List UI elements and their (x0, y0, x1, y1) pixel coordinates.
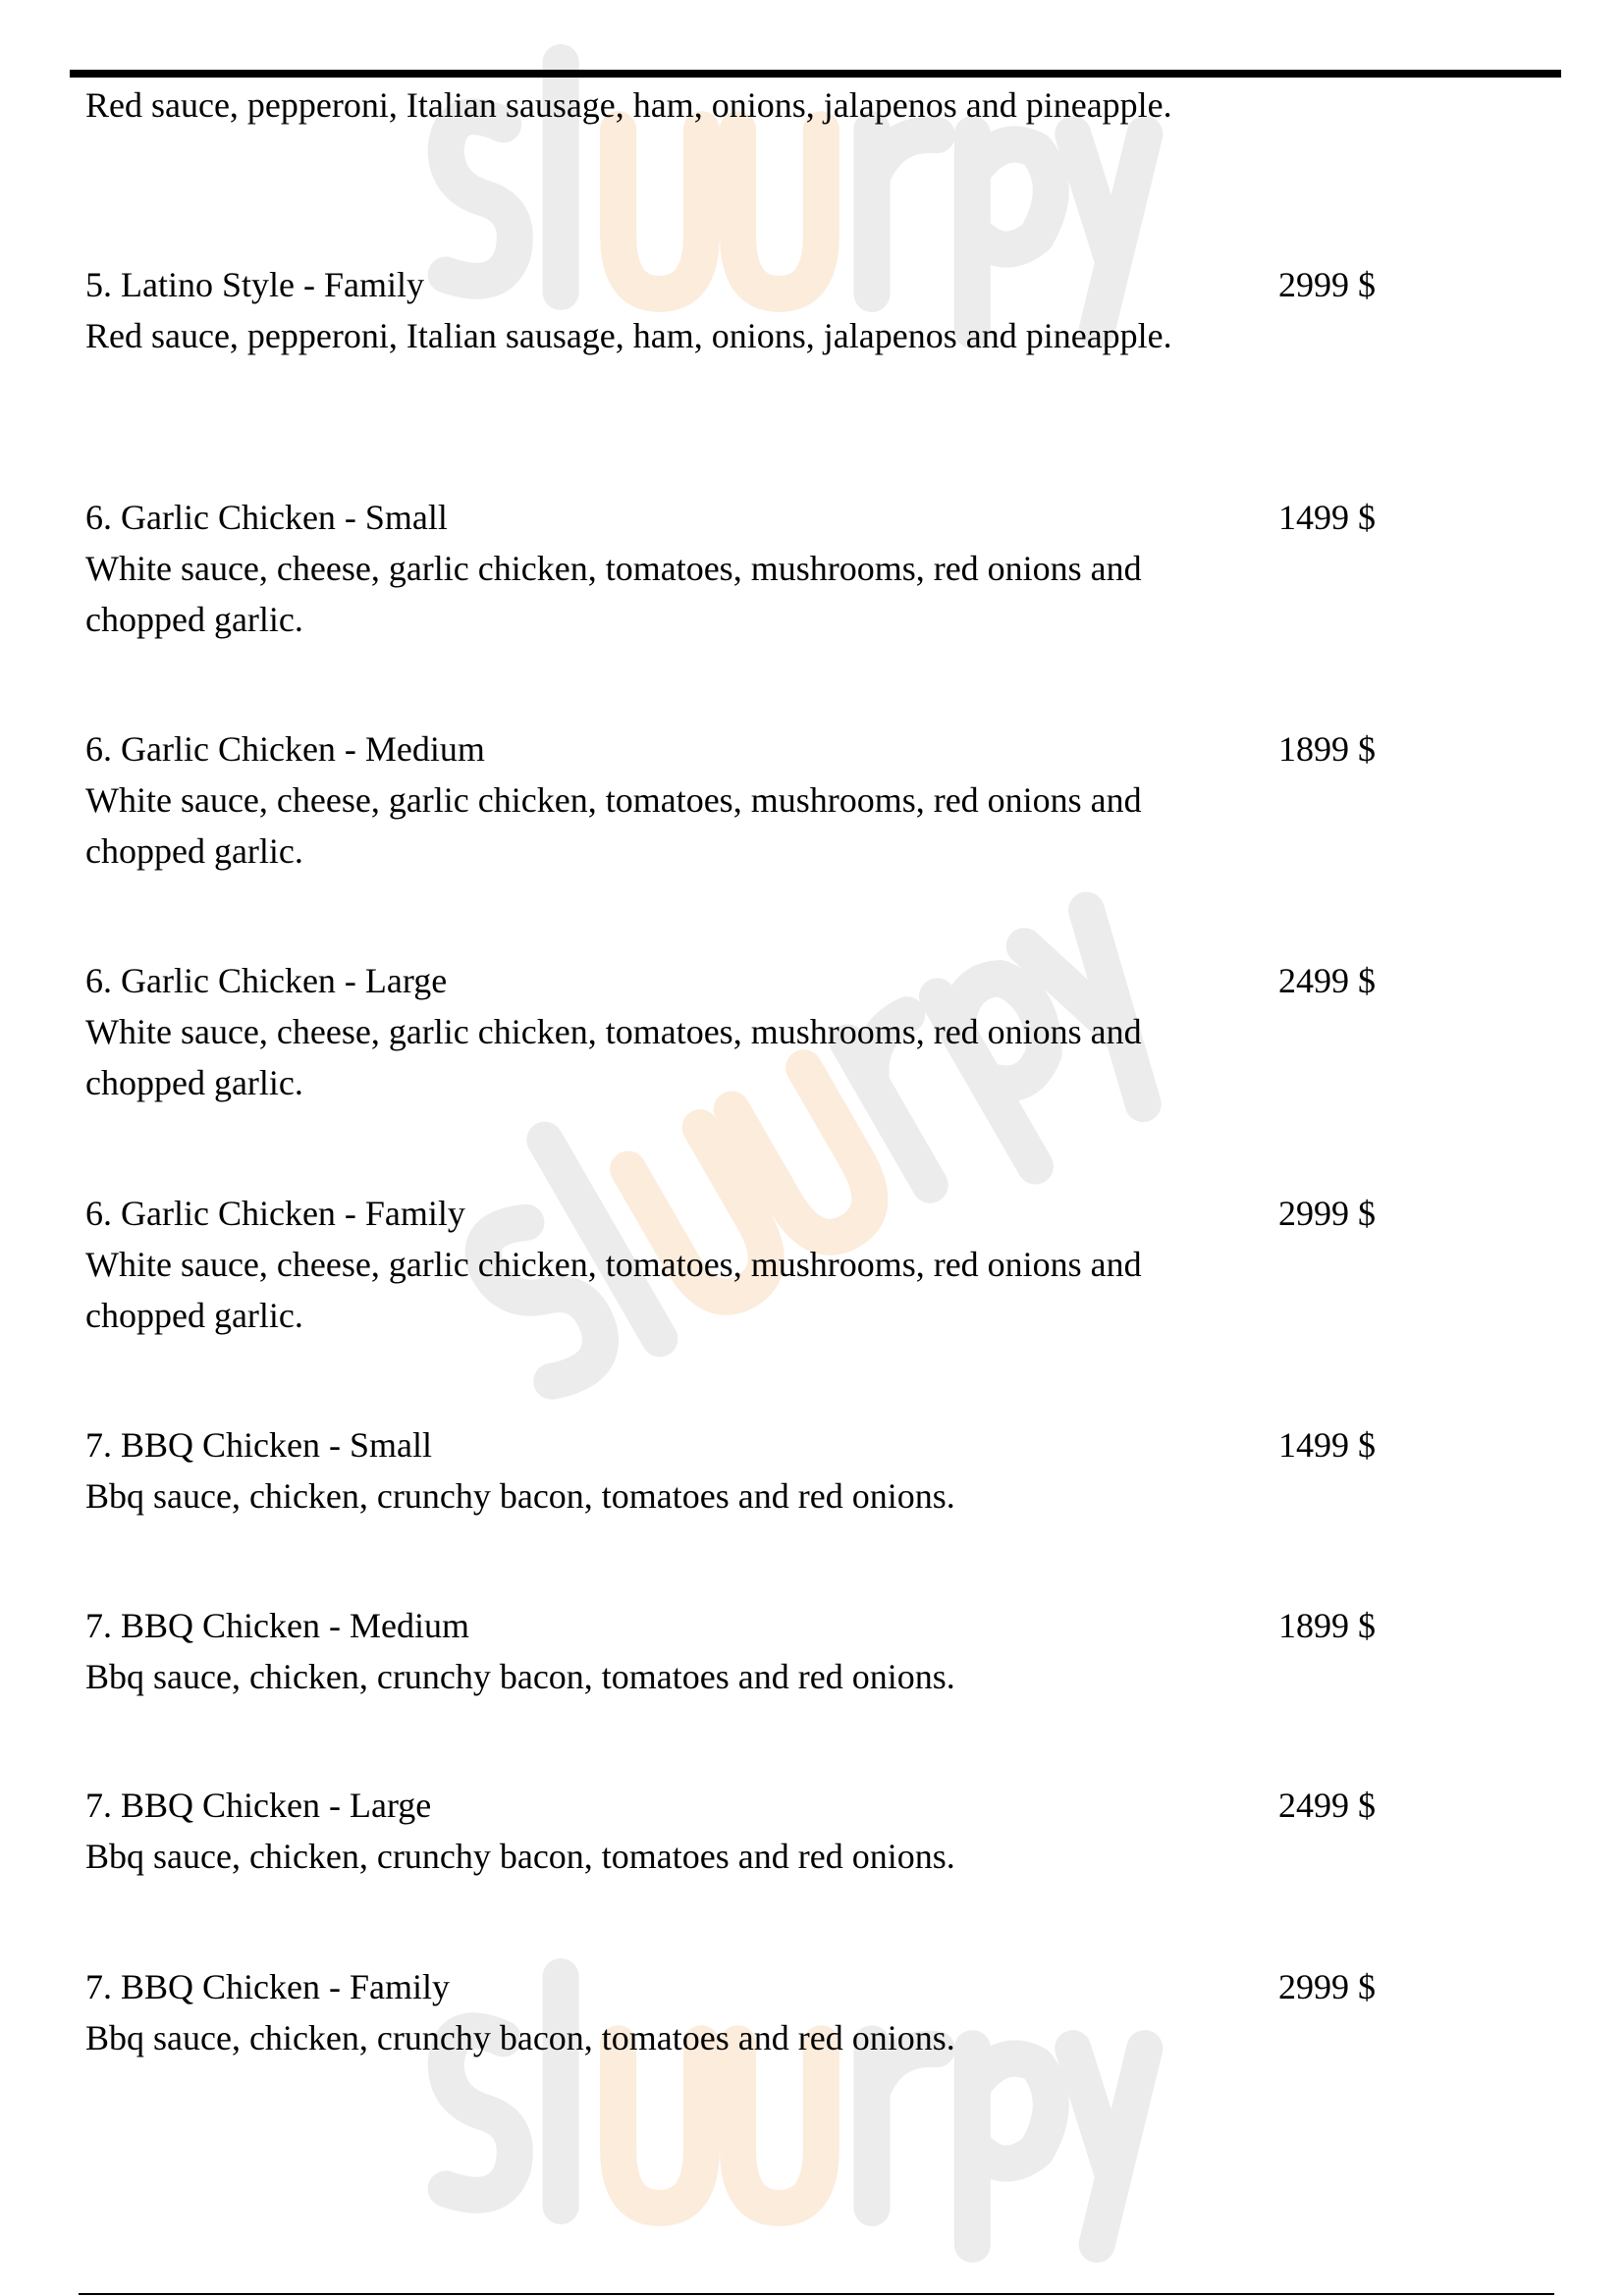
item-title: 6. Garlic Chicken - Family (85, 1194, 465, 1233)
item-price: 2499 $ (1278, 1786, 1376, 1825)
menu-item (85, 1600, 1558, 1702)
bottom-divider (79, 2293, 1554, 2295)
item-description: Red sauce, pepperoni, Italian sausage, ham, onions, jalapenos and pineapple. (85, 85, 1172, 125)
menu-item (85, 259, 1558, 416)
watermark-logo (405, 811, 1224, 1466)
item-price: 1499 $ (1278, 1425, 1376, 1465)
menu-item (85, 1188, 1558, 1345)
item-title: 6. Garlic Chicken - Medium (85, 729, 485, 769)
menu-item (85, 1961, 1558, 2063)
item-price: 2999 $ (1278, 265, 1376, 304)
item-description: Bbq sauce, chicken, crunchy bacon, tomatoes and red onions. (85, 2018, 955, 2057)
item-description: White sauce, cheese, garlic chicken, tomatoes, mushrooms, red onions and chopped garlic. (85, 1012, 1142, 1102)
item-title: 5. Latino Style - Family (85, 265, 424, 304)
item-price: 2499 $ (1278, 961, 1376, 1000)
item-title: 7. BBQ Chicken - Small (85, 1425, 432, 1465)
item-title: 6. Garlic Chicken - Small (85, 498, 448, 537)
menu-item (85, 1419, 1558, 1522)
item-description: Bbq sauce, chicken, crunchy bacon, tomatoes and red onions. (85, 1657, 955, 1696)
menu-item-continued (85, 80, 1558, 182)
item-description: White sauce, cheese, garlic chicken, tomatoes, mushrooms, red onions and chopped garlic. (85, 1245, 1142, 1335)
top-divider (70, 70, 1561, 78)
item-description: White sauce, cheese, garlic chicken, tomatoes, mushrooms, red onions and chopped garlic. (85, 780, 1142, 871)
item-title: 6. Garlic Chicken - Large (85, 961, 448, 1000)
item-price: 1899 $ (1278, 729, 1376, 769)
item-price: 2999 $ (1278, 1967, 1376, 2006)
item-description: Bbq sauce, chicken, crunchy bacon, tomatoes and red onions. (85, 1837, 955, 1876)
item-title: 7. BBQ Chicken - Family (85, 1967, 450, 2006)
menu-item (85, 492, 1558, 649)
menu-item (85, 1780, 1558, 1882)
item-description: White sauce, cheese, garlic chicken, tomatoes, mushrooms, red onions and chopped garlic. (85, 549, 1142, 639)
item-description: Red sauce, pepperoni, Italian sausage, ham, onions, jalapenos and pineapple. (85, 316, 1172, 355)
item-title: 7. BBQ Chicken - Medium (85, 1606, 469, 1645)
item-price: 1499 $ (1278, 498, 1376, 537)
item-title: 7. BBQ Chicken - Large (85, 1786, 432, 1825)
item-price: 2999 $ (1278, 1194, 1376, 1233)
menu-item (85, 955, 1558, 1112)
item-description: Bbq sauce, chicken, crunchy bacon, tomatoes and red onions. (85, 1476, 955, 1516)
menu-item (85, 723, 1558, 881)
item-price: 1899 $ (1278, 1606, 1376, 1645)
